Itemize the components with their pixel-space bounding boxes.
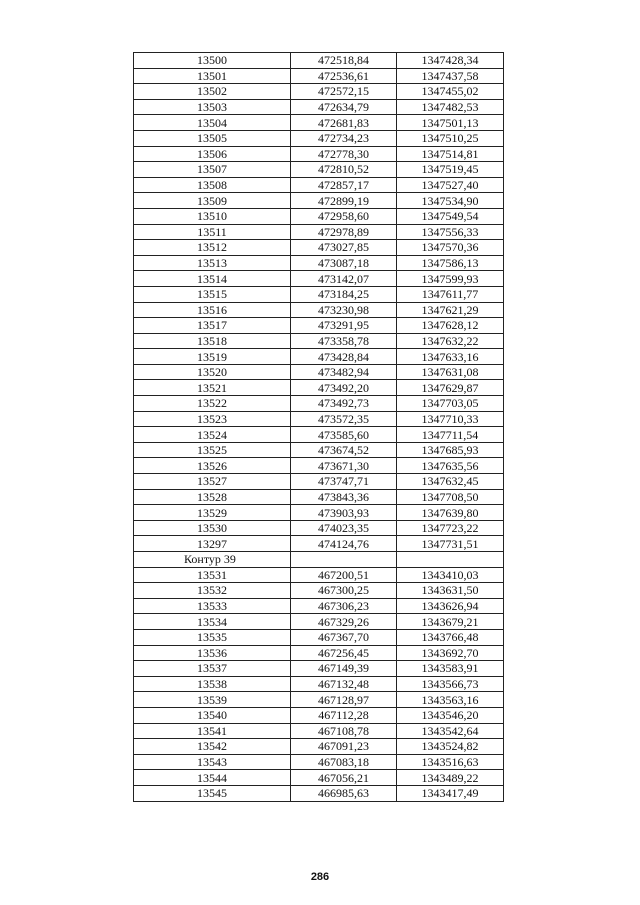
y-coordinate-cell: 1347731,51 [397,536,504,552]
y-coordinate-cell: 1347639,80 [397,505,504,521]
x-coordinate-cell: 473482,94 [291,364,397,380]
point-id-cell: 13512 [134,240,291,256]
y-coordinate-cell: 1343566,73 [397,676,504,692]
point-id-cell: 13515 [134,286,291,302]
table-row [134,707,504,723]
y-coordinate-cell: 1347708,50 [397,489,504,505]
table-row [134,645,504,661]
point-id-cell: 13527 [134,474,291,490]
x-coordinate-cell: 474124,76 [291,536,397,552]
y-coordinate-cell: 1343516,63 [397,754,504,770]
table-row [134,271,504,287]
point-id-cell: 13522 [134,396,291,412]
point-id-cell: 13514 [134,271,291,287]
point-id-cell: 13529 [134,505,291,521]
page-number: 286 [310,871,330,883]
point-id-cell: 13538 [134,676,291,692]
point-id-cell: 13543 [134,754,291,770]
x-coordinate-cell: 467149,39 [291,661,397,677]
x-coordinate-cell: 473027,85 [291,240,397,256]
table-row [134,661,504,677]
point-id-cell: 13521 [134,380,291,396]
point-id-cell: 13509 [134,193,291,209]
x-coordinate-cell: 467300,25 [291,583,397,599]
x-coordinate-cell: 474023,35 [291,520,397,536]
coordinates-table-body [134,53,504,802]
x-coordinate-cell: 472958,60 [291,208,397,224]
table-row [134,723,504,739]
table-row [134,286,504,302]
x-coordinate-cell: 473291,95 [291,318,397,334]
x-coordinate-cell: 467329,26 [291,614,397,630]
x-coordinate-cell: 473572,35 [291,411,397,427]
table-row [134,146,504,162]
table-row [134,489,504,505]
table-row [134,614,504,630]
table-row [134,411,504,427]
y-coordinate-cell: 1347527,40 [397,177,504,193]
table-row [134,208,504,224]
y-coordinate-cell: 1347437,58 [397,68,504,84]
table-row [134,255,504,271]
x-coordinate-cell: 473674,52 [291,442,397,458]
table-row [134,240,504,256]
y-coordinate-cell: 1343489,22 [397,770,504,786]
point-id-cell: 13297 [134,536,291,552]
point-id-cell: 13503 [134,99,291,115]
x-coordinate-cell: 467306,23 [291,598,397,614]
point-id-cell: 13533 [134,598,291,614]
x-coordinate-cell: 467112,28 [291,707,397,723]
table-row [134,629,504,645]
point-id-cell: 13530 [134,520,291,536]
table-row [134,177,504,193]
point-id-cell: 13537 [134,661,291,677]
y-coordinate-cell: 1343679,21 [397,614,504,630]
point-id-cell: 13525 [134,442,291,458]
y-coordinate-cell: 1347519,45 [397,162,504,178]
table-row [134,520,504,536]
y-coordinate-cell: 1347501,13 [397,115,504,131]
y-coordinate-cell: 1347632,45 [397,474,504,490]
point-id-cell: 13524 [134,427,291,443]
y-coordinate-cell: 1343583,91 [397,661,504,677]
y-coordinate-cell: 1343563,16 [397,692,504,708]
x-coordinate-cell: 467128,97 [291,692,397,708]
x-coordinate-cell: 472857,17 [291,177,397,193]
point-id-cell: 13516 [134,302,291,318]
table-row [134,676,504,692]
point-id-cell: 13501 [134,68,291,84]
y-coordinate-cell: 1347633,16 [397,349,504,365]
table-row [134,162,504,178]
y-coordinate-cell: 1347685,93 [397,442,504,458]
x-coordinate-cell: 473230,98 [291,302,397,318]
table-row [134,505,504,521]
x-coordinate-cell: 473428,84 [291,349,397,365]
table-row [134,427,504,443]
y-coordinate-cell: 1347514,81 [397,146,504,162]
point-id-cell: 13517 [134,318,291,334]
y-coordinate-cell: 1343631,50 [397,583,504,599]
table-row [134,770,504,786]
section-label: Контур 39 [134,552,291,568]
x-coordinate-cell: 472536,61 [291,68,397,84]
point-id-cell: 13544 [134,770,291,786]
y-coordinate-cell: 1347703,05 [397,396,504,412]
point-id-cell: 13534 [134,614,291,630]
x-coordinate-cell: 472572,15 [291,84,397,100]
table-row [134,349,504,365]
table-row [134,84,504,100]
point-id-cell: 13518 [134,333,291,349]
y-coordinate-cell: 1343692,70 [397,645,504,661]
point-id-cell: 13519 [134,349,291,365]
section-header-row [134,552,504,568]
point-id-cell: 13528 [134,489,291,505]
table-row [134,68,504,84]
y-coordinate-cell: 1347549,54 [397,208,504,224]
table-row [134,318,504,334]
x-coordinate-cell: 467056,21 [291,770,397,786]
y-coordinate-cell: 1343546,20 [397,707,504,723]
y-coordinate-cell: 1343542,64 [397,723,504,739]
x-coordinate-cell: 472978,89 [291,224,397,240]
x-coordinate-cell: 473142,07 [291,271,397,287]
x-coordinate-cell: 467108,78 [291,723,397,739]
x-coordinate-cell: 473087,18 [291,255,397,271]
point-id-cell: 13531 [134,567,291,583]
y-coordinate-cell: 1347428,34 [397,53,504,69]
y-coordinate-cell: 1347631,08 [397,364,504,380]
table-row [134,364,504,380]
x-coordinate-cell: 472734,23 [291,130,397,146]
table-row [134,130,504,146]
coordinates-table [133,52,504,802]
point-id-cell: 13513 [134,255,291,271]
x-coordinate-cell: 472681,83 [291,115,397,131]
table-row [134,115,504,131]
x-coordinate-cell: 467083,18 [291,754,397,770]
table-row [134,474,504,490]
point-id-cell: 13526 [134,458,291,474]
x-coordinate-cell: 473671,30 [291,458,397,474]
point-id-cell: 13502 [134,84,291,100]
x-coordinate-cell: 473585,60 [291,427,397,443]
table-row [134,598,504,614]
x-coordinate-cell: 472899,19 [291,193,397,209]
y-coordinate-cell: 1347621,29 [397,302,504,318]
point-id-cell: 13511 [134,224,291,240]
x-coordinate-cell: 473747,71 [291,474,397,490]
x-coordinate-cell: 472518,84 [291,53,397,69]
table-row [134,785,504,801]
table-row [134,583,504,599]
y-coordinate-cell: 1347628,12 [397,318,504,334]
table-row [134,193,504,209]
x-coordinate-cell: 473492,20 [291,380,397,396]
x-coordinate-cell: 467200,51 [291,567,397,583]
y-coordinate-cell: 1343524,82 [397,739,504,755]
table-row [134,692,504,708]
y-coordinate-cell: 1347599,93 [397,271,504,287]
point-id-cell: 13510 [134,208,291,224]
point-id-cell: 13523 [134,411,291,427]
y-coordinate-cell: 1347723,22 [397,520,504,536]
table-row [134,536,504,552]
x-coordinate-cell: 473843,36 [291,489,397,505]
y-coordinate-cell: 1343410,03 [397,567,504,583]
point-id-cell: 13539 [134,692,291,708]
x-coordinate-cell: 473903,93 [291,505,397,521]
table-row [134,458,504,474]
y-coordinate-cell: 1343626,94 [397,598,504,614]
table-row [134,302,504,318]
table-row [134,754,504,770]
y-coordinate-cell: 1347632,22 [397,333,504,349]
table-row [134,380,504,396]
x-coordinate-cell: 467132,48 [291,676,397,692]
table-row [134,396,504,412]
point-id-cell: 13507 [134,162,291,178]
point-id-cell: 13532 [134,583,291,599]
x-coordinate-cell: 466985,63 [291,785,397,801]
point-id-cell: 13542 [134,739,291,755]
x-coordinate-cell: 472634,79 [291,99,397,115]
point-id-cell: 13500 [134,53,291,69]
point-id-cell: 13545 [134,785,291,801]
x-coordinate-cell: 473184,25 [291,286,397,302]
x-coordinate-cell: 473492,73 [291,396,397,412]
y-coordinate-cell: 1347556,33 [397,224,504,240]
point-id-cell: 13520 [134,364,291,380]
point-id-cell: 13508 [134,177,291,193]
y-coordinate-cell: 1347455,02 [397,84,504,100]
y-coordinate-cell: 1347710,33 [397,411,504,427]
table-row [134,224,504,240]
table-row [134,333,504,349]
point-id-cell: 13540 [134,707,291,723]
point-id-cell: 13504 [134,115,291,131]
x-coordinate-cell: 473358,78 [291,333,397,349]
x-coordinate-cell: 467091,23 [291,739,397,755]
y-coordinate-cell: 1347534,90 [397,193,504,209]
x-coordinate-cell: 472810,52 [291,162,397,178]
y-coordinate-cell: 1347570,36 [397,240,504,256]
x-coordinate-cell: 467256,45 [291,645,397,661]
table-row [134,53,504,69]
empty-cell [291,552,397,568]
y-coordinate-cell: 1347711,54 [397,427,504,443]
point-id-cell: 13535 [134,629,291,645]
table-row [134,99,504,115]
y-coordinate-cell: 1347510,25 [397,130,504,146]
y-coordinate-cell: 1347629,87 [397,380,504,396]
empty-cell [397,552,504,568]
y-coordinate-cell: 1347482,53 [397,99,504,115]
point-id-cell: 13506 [134,146,291,162]
y-coordinate-cell: 1343417,49 [397,785,504,801]
y-coordinate-cell: 1347586,13 [397,255,504,271]
point-id-cell: 13541 [134,723,291,739]
x-coordinate-cell: 467367,70 [291,629,397,645]
point-id-cell: 13536 [134,645,291,661]
y-coordinate-cell: 1347635,56 [397,458,504,474]
point-id-cell: 13505 [134,130,291,146]
y-coordinate-cell: 1343766,48 [397,629,504,645]
table-row [134,739,504,755]
table-row [134,442,504,458]
table-row [134,567,504,583]
x-coordinate-cell: 472778,30 [291,146,397,162]
y-coordinate-cell: 1347611,77 [397,286,504,302]
